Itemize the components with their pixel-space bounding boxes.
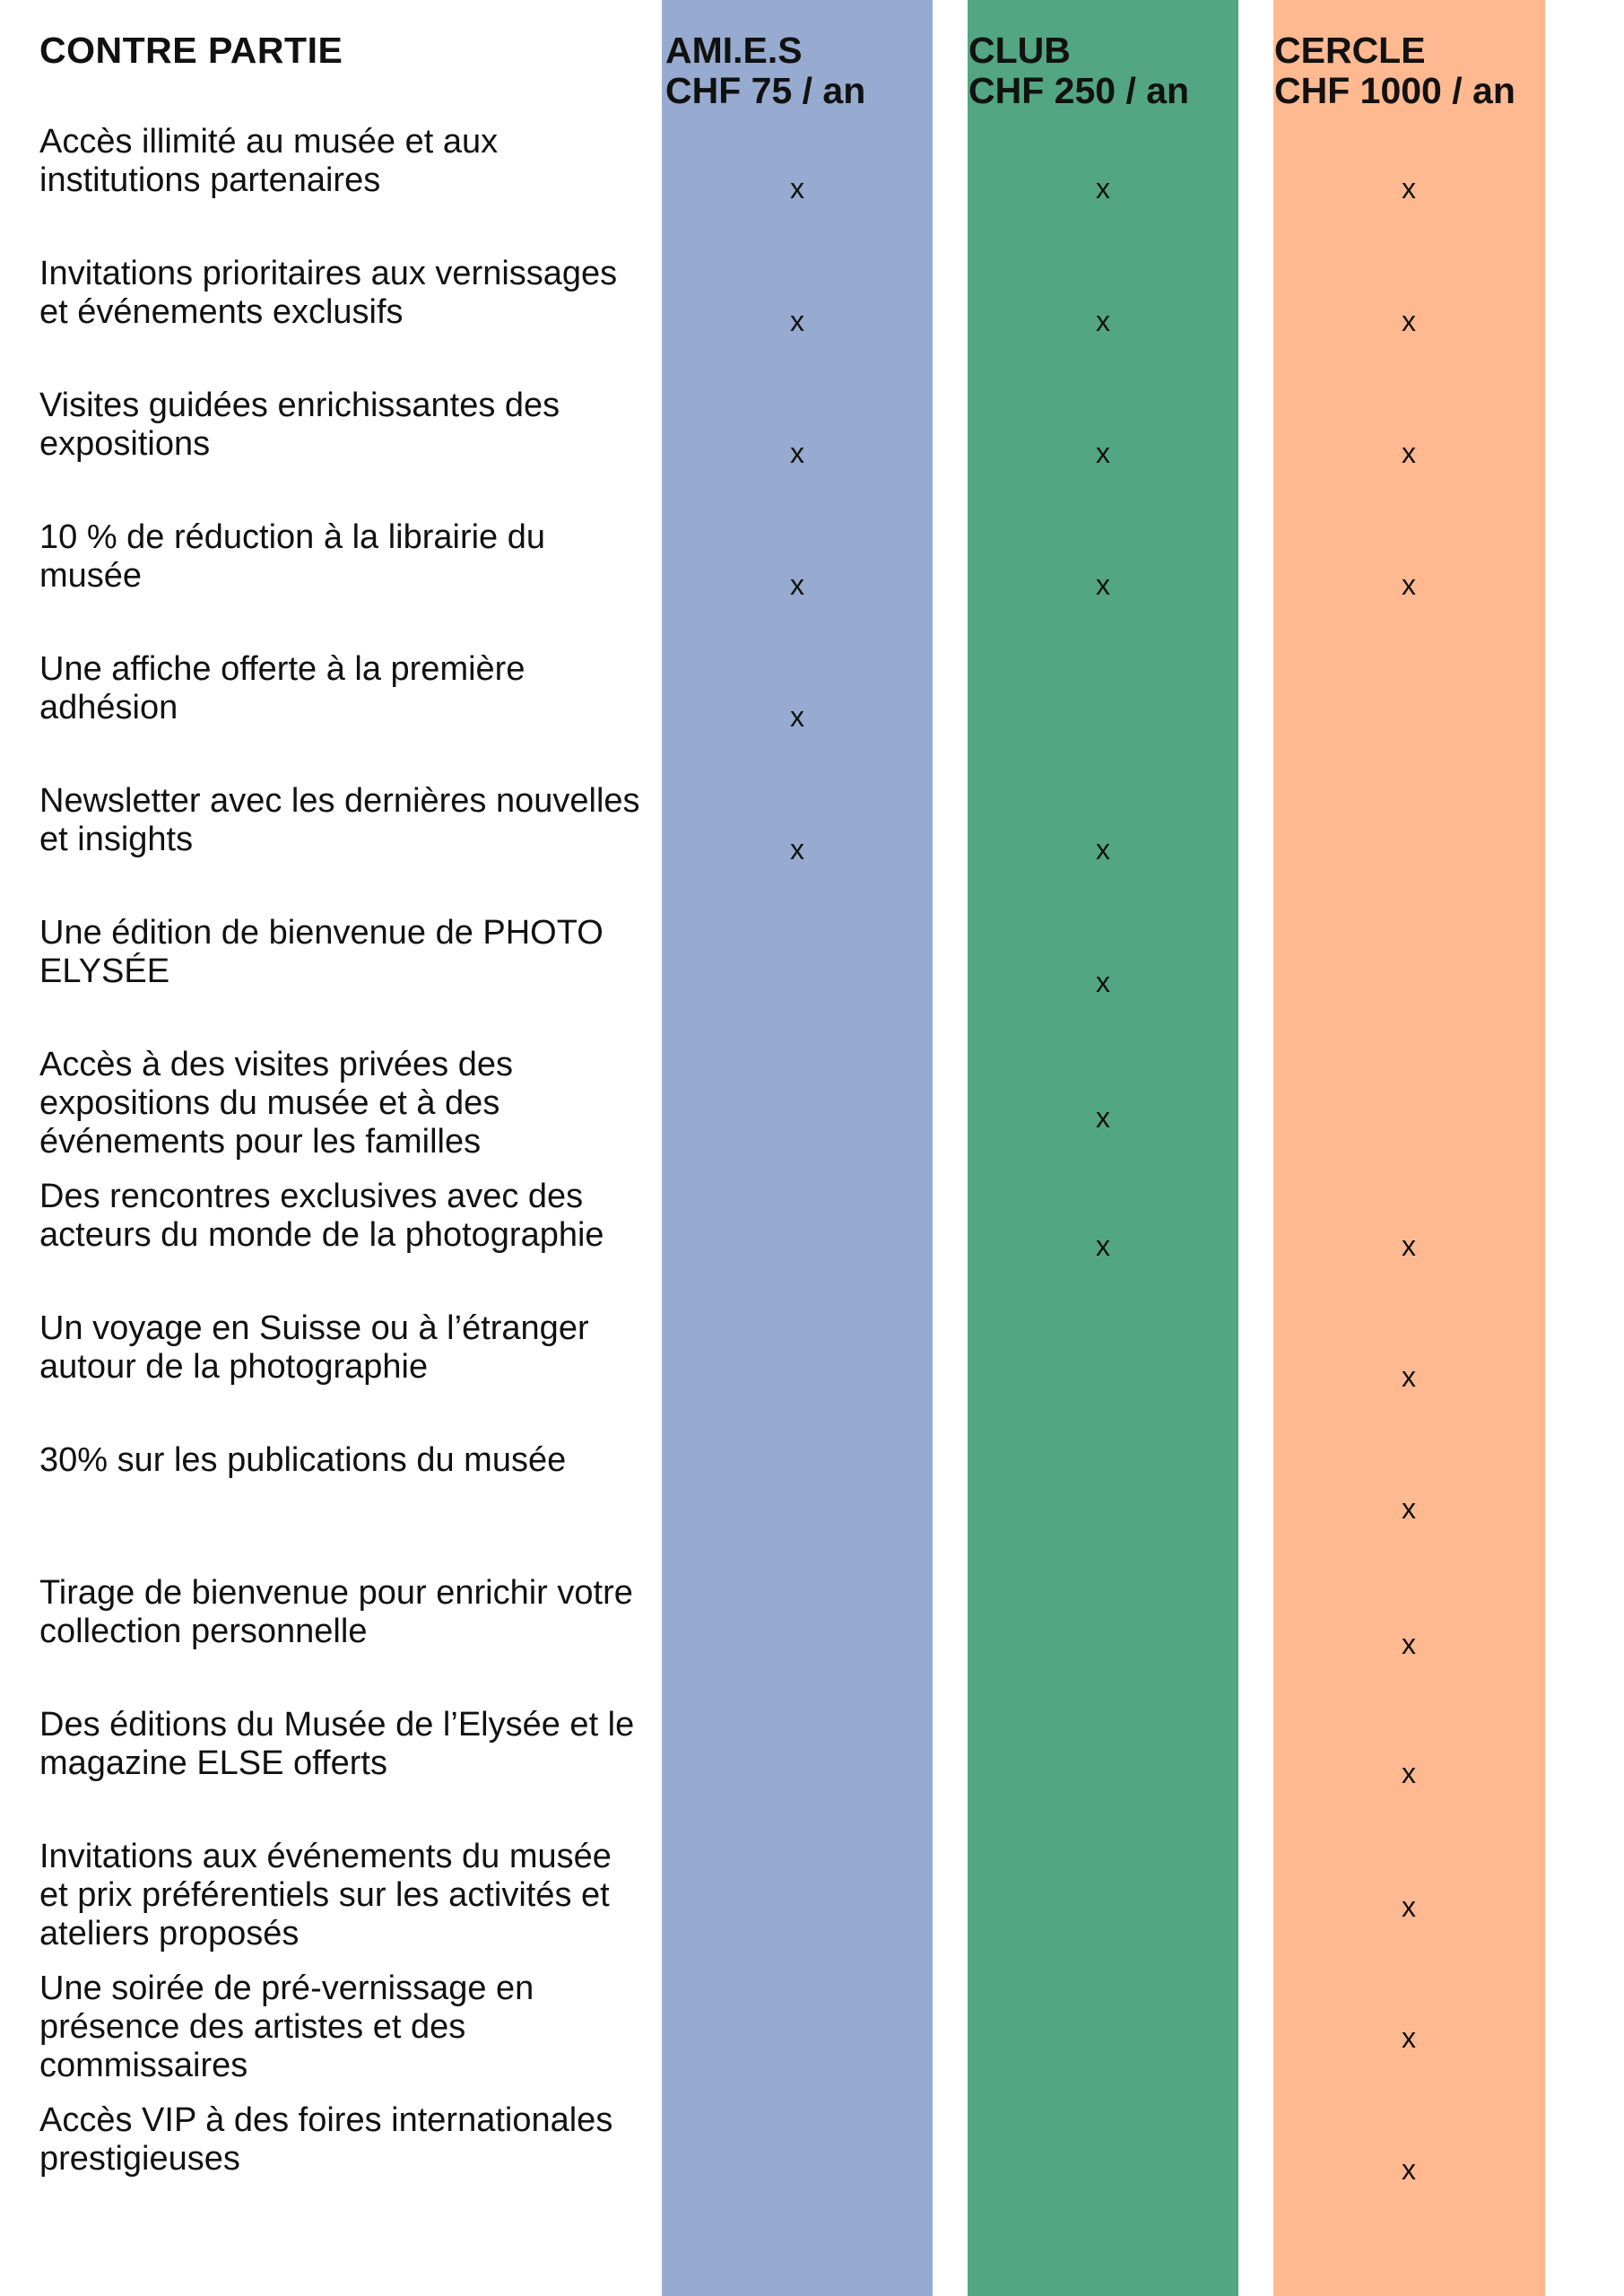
benefit-mark: x bbox=[1096, 437, 1110, 469]
benefit-mark: x bbox=[1402, 2022, 1416, 2054]
benefit-label: Visites guidées enrichissantes des expositions bbox=[39, 387, 560, 463]
column-band-cercle bbox=[1273, 0, 1545, 2296]
header-contre-partie: CONTRE PARTIE bbox=[39, 30, 343, 71]
benefit-label: Une affiche offerte à la première adhésion bbox=[39, 650, 525, 726]
benefit-mark: x bbox=[1096, 305, 1110, 337]
benefit-mark: x bbox=[790, 305, 804, 337]
column-header-cercle bbox=[1274, 30, 1515, 111]
benefit-label: Newsletter avec les dernières nouvelles et insights bbox=[39, 782, 640, 858]
benefit-mark: x bbox=[1402, 1891, 1416, 1923]
benefit-mark: x bbox=[1402, 1757, 1416, 1789]
benefit-mark: x bbox=[1402, 1230, 1416, 1262]
benefit-mark: x bbox=[1402, 1492, 1416, 1525]
benefit-label: Accès VIP à des foires internationales prestigieuses bbox=[39, 2101, 613, 2178]
column-price: CHF 1000 / an bbox=[1274, 70, 1515, 111]
benefit-mark: x bbox=[1096, 1101, 1110, 1134]
column-price: CHF 75 / an bbox=[665, 70, 866, 111]
benefit-label: Accès illimité au musée et aux institutions partenaires bbox=[39, 123, 499, 199]
column-band-amis bbox=[662, 0, 933, 2296]
benefit-mark: x bbox=[1402, 437, 1416, 469]
benefit-label: Des rencontres exclusives avec des acteurs du monde de la photographie bbox=[39, 1178, 604, 1254]
column-price: CHF 250 / an bbox=[968, 70, 1190, 111]
benefit-label: Un voyage en Suisse ou à l’étranger autour de la photographie bbox=[39, 1309, 589, 1386]
benefit-label: Invitations aux événements du musée et prix préférentiels sur les activités et ateliers proposés bbox=[39, 1838, 612, 1952]
benefit-label: Des éditions du Musée de l’Elysée et le magazine ELSE offerts bbox=[39, 1706, 635, 1782]
benefit-label: Accès à des visites privées des expositions du musée et à des événements pour les familles bbox=[39, 1046, 514, 1161]
benefit-label: 30% sur les publications du musée bbox=[39, 1441, 567, 1479]
column-name: AMI.E.S bbox=[665, 30, 803, 71]
column-header-amis bbox=[665, 30, 865, 111]
benefit-label: Invitations prioritaires aux vernissages et événements exclusifs bbox=[39, 255, 618, 331]
benefit-mark: x bbox=[1096, 833, 1110, 865]
benefit-mark: x bbox=[1402, 1628, 1416, 1660]
benefit-label: 10 % de réduction à la librairie du musée bbox=[39, 518, 546, 595]
column-name: CLUB bbox=[968, 30, 1071, 71]
benefit-mark: x bbox=[1096, 966, 1110, 998]
benefit-mark: x bbox=[790, 437, 804, 469]
benefit-mark: x bbox=[1402, 305, 1416, 337]
column-header-club bbox=[968, 30, 1189, 111]
benefit-mark: x bbox=[790, 569, 804, 601]
column-name: CERCLE bbox=[1274, 30, 1426, 71]
benefit-mark: x bbox=[1096, 1230, 1110, 1262]
benefit-mark: x bbox=[790, 172, 804, 204]
benefit-mark: x bbox=[1096, 172, 1110, 204]
benefit-mark: x bbox=[1402, 2153, 1416, 2186]
benefit-mark: x bbox=[1402, 172, 1416, 204]
benefit-mark: x bbox=[790, 833, 804, 865]
benefit-mark: x bbox=[1096, 569, 1110, 601]
benefit-mark: x bbox=[790, 700, 804, 733]
benefit-label: Une édition de bienvenue de PHOTO ELYSÉE bbox=[39, 914, 604, 990]
benefit-mark: x bbox=[1402, 569, 1416, 601]
column-band-club bbox=[968, 0, 1238, 2296]
benefit-label: Une soirée de pré-vernissage en présence des artistes et des commissaires bbox=[39, 1970, 534, 2084]
benefit-mark: x bbox=[1402, 1361, 1416, 1393]
benefit-label: Tirage de bienvenue pour enrichir votre collection personnelle bbox=[39, 1574, 633, 1650]
